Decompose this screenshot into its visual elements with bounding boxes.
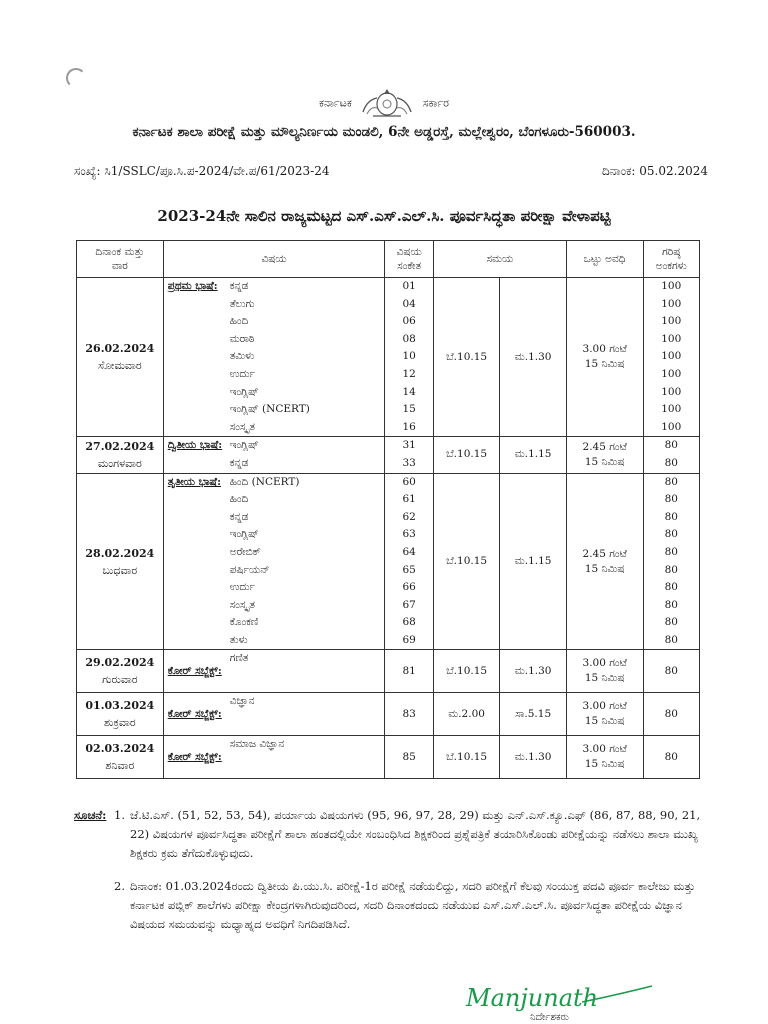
max-marks: 80 [664,545,678,558]
header-subject: ವಿಷಯ [163,241,385,278]
end-time: ಮ.1.30 [500,278,567,437]
subject-code: 69 [402,633,416,646]
max-marks: 100 [661,385,682,398]
max-marks: 100 [661,350,682,363]
date-day-cell [77,693,164,736]
end-time: ಮ.1.30 [500,650,567,693]
start-time: ಬೆ.10.15 [433,736,500,779]
table-row [77,736,700,779]
max-marks: 100 [661,297,682,310]
subject-name: ಇಂಗ್ಲಿಷ್ [229,528,259,541]
subject-name: ಮರಾಠಿ [229,332,255,345]
code-cell [385,693,433,736]
duration-hours: 3.00 ಗಂಟೆ [582,700,627,713]
document-title: 2023-24ನೇ ಸಾಲಿನ ರಾಜ್ಯಮಟ್ಟದ ಎಸ್.ಎಸ್.ಎಲ್.ಸಿ. ಪೂರ್ವಸಿದ್ಧತಾ ಪರೀಕ್ಷಾ ವೇಳಾಪಟ್ಟಿ [157,207,611,225]
start-time: ಬೆ.10.15 [433,650,500,693]
subject-category: ಕೋರ್ ಸಬ್ಜೆಕ್ಟ್: [167,664,222,677]
marks-cell [643,278,700,437]
max-marks: 80 [664,563,678,576]
subject-name: ಸಂಸ್ಕೃತ [229,420,255,433]
date-day-cell [77,278,164,437]
exam-date: 27.02.2024 [85,439,155,453]
subject-cell [163,473,385,650]
subject-code: 04 [402,297,416,310]
max-marks: 80 [664,528,678,541]
start-time: ಬೆ.10.15 [433,437,500,473]
duration-minutes: 15 ನಿಮಿಷ [584,562,625,575]
max-marks: 80 [664,664,678,677]
max-marks: 100 [661,332,682,345]
max-marks: 100 [661,280,682,292]
subject-name: ಇಂಗ್ಲಿಷ್ [229,385,259,398]
note-1 [74,806,706,863]
max-marks: 80 [664,456,678,469]
subject-code: 63 [402,528,416,541]
duration-cell [566,278,643,437]
header-duration: ಒಟ್ಟು ಅವಧಿ [566,241,643,278]
duration-minutes: 15 ನಿಮಿಷ [584,455,625,468]
subject-code: 61 [402,493,416,506]
subject-cell [163,278,385,437]
note-2-number: 2. [114,879,125,893]
subject-name: ಗಣಿತ [229,652,249,665]
subject-name: ಉರ್ದು [229,367,255,380]
subject-code: 14 [402,385,416,398]
exam-date: 01.03.2024 [85,699,155,713]
duration-cell [566,473,643,650]
subject-cell [163,437,385,473]
subject-code: 66 [402,581,416,594]
marks-cell [643,650,700,693]
code-cell [385,650,433,693]
subject-name: ತೆಲುಗು [229,297,255,310]
subject-code: 06 [402,315,416,328]
max-marks: 80 [664,493,678,506]
date-day-cell [77,736,164,779]
subject-category: ದ್ವಿತೀಯ ಭಾಷೆ: [167,439,223,452]
subject-category: ಪ್ರಥಮ ಭಾಷೆ: [167,280,218,292]
subject-category: ಕೋರ್ ಸಬ್ಜೆಕ್ಟ್: [167,707,222,720]
exam-date: 26.02.2024 [85,342,155,356]
subject-code: 67 [402,598,416,611]
subject-name: ಹಿಂದಿ [229,315,249,328]
exam-weekday: ಬುಧವಾರ [102,563,138,577]
note-2 [74,877,706,934]
duration-hours: 3.00 ಗಂಟೆ [582,343,627,356]
subject-code: 31 [402,439,416,452]
reference-number: ಸಂಖ್ಯೆ: ಸಿ1/SSLC/ಪೂ.ಸಿ.ಪ-2024/ವೇ.ಪ/61/2023-24 [74,164,330,178]
subject-code: 83 [402,707,416,720]
subject-name: ಪರ್ಷಿಯನ್ [229,563,270,576]
max-marks: 80 [664,707,678,720]
subject-code: 16 [402,420,416,433]
duration-cell [566,650,643,693]
start-time: ಮ.2.00 [433,693,500,736]
note-1-text: ಜೆ.ಟಿ.ಎಸ್. (51, 52, 53, 54), ಪರ್ಯಾಯ ವಿಷಯಗಳು (95, 96, 97, 28, 29) ಮತ್ತು ಎನ್.ಎಸ್.ಕ್ಯೂ.ಎಫ್ (86, 87, 88, 90, 21, 22) ವಿಷಯಗಳ ಪೂರ್ವಸಿದ್ಧತಾ ಪರೀಕ್ಷೆಗೆ ಶಾಲಾ ಹಂತದಲ್ಲಿಯೇ ಸಂಬಂಧಿಸಿದ ಶಿಕ್ಷಕರಿಂದ ಪ್ರಶ್ನೆಪತ್ರಿಕೆ ತಯಾರಿಸಿಕೊಂಡು ಪರೀಕ್ಷೆಯನ್ನು ನಡೆಸಲು ಶಾಲಾ ಮುಖ್ಯ ಶಿಕ್ಷಕರು ಕ್ರಮ ತೆಗೆದುಕೊಳ್ಳುವುದು. [130,808,701,860]
notes-section [74,806,706,934]
document-date: ದಿನಾಂಕ: 05.02.2024 [602,164,708,178]
max-marks: 100 [661,403,682,416]
exam-timetable [76,240,700,779]
subject-code: 10 [402,350,416,363]
duration-cell [566,437,643,473]
gov-right-text: ಸರ್ಕಾರ [422,96,449,110]
table-row [77,693,700,736]
duration-hours: 3.00 ಗಂಟೆ [582,657,627,670]
end-time: ಸಾ.5.15 [500,693,567,736]
subject-cell [163,693,385,736]
code-cell [385,473,433,650]
subject-name: ತುಳು [229,633,248,646]
subject-name: ಹಿಂದಿ (NCERT) [229,475,300,488]
signature-ink: Manjunath [466,984,599,1012]
government-line [0,86,768,121]
duration-cell [566,693,643,736]
subject-code: 60 [402,475,416,488]
subject-name: ಕೊಂಕಣಿ [229,616,259,629]
subject-name: ತಮಿಳು [229,350,255,363]
subject-code: 65 [402,563,416,576]
header-code: ವಿಷಯ ಸಂಕೇತ [385,241,433,278]
header-max-marks: ಗರಿಷ್ಠ ಅಂಕಗಳು [643,241,700,278]
subject-name: ಅರೇಬಿಕ್ [229,545,261,558]
subject-name: ಹಿಂದಿ [229,493,249,506]
exam-weekday: ಶನಿವಾರ [105,759,135,773]
max-marks: 80 [664,633,678,646]
table-row [77,650,700,693]
subject-name: ಕನ್ನಡ [229,510,249,523]
note-2-text: ದಿನಾಂಕ: 01.03.2024ರಂದು ದ್ವಿತೀಯ ಪಿ.ಯು.ಸಿ. ಪರೀಕ್ಷೆ-1ರ ಪರೀಕ್ಷೆ ನಡೆಯಲಿದ್ದು, ಸದರಿ ಪರೀಕ್ಷೆಗೆ ಕೆಲವು ಸಂಯುಕ್ತ ಪದವಿ ಪೂರ್ವ ಕಾಲೇಜು ಮತ್ತು ಕರ್ನಾಟಕ ಪಬ್ಲಿಕ್ ಶಾಲೆಗಳು ಪರೀಕ್ಷಾ ಕೇಂದ್ರಗಳಾಗಿರುವುದರಿಂದ, ಸದರಿ ದಿನಾಂಕದಂದು ನಡೆಯುವ ಎಸ್.ಎಸ್.ಎಲ್.ಸಿ. ಪೂರ್ವಸಿದ್ಧತಾ ಪರೀಕ್ಷೆಯ ವಿಜ್ಞಾನ ವಿಷಯದ ಸಮಯವನ್ನು ಮಧ್ಯಾಹ್ನದ ಅವಧಿಗೆ ನಿಗದಿಪಡಿಸಿದೆ. [130,879,696,931]
date-day-cell [77,473,164,650]
subject-name: ಇಂಗ್ಲಿಷ್ [229,439,259,452]
subject-code: 12 [402,367,416,380]
subject-name: ಸಮಾಜ ವಿಜ್ಞಾನ [229,738,285,751]
subject-cell [163,650,385,693]
duration-hours: 2.45 ಗಂಟೆ [582,440,627,453]
subject-code: 01 [402,280,416,292]
subject-category: ಕೋರ್ ಸಬ್ಜೆಕ್ಟ್: [167,750,222,763]
subject-name: ಕನ್ನಡ [229,456,249,469]
duration-minutes: 15 ನಿಮಿಷ [584,758,625,771]
note-1-number: 1. [114,808,125,822]
header-time: ಸಮಯ [433,241,566,278]
start-time: ಬೆ.10.15 [433,278,500,437]
subject-name: ಕನ್ನಡ [229,280,249,292]
duration-hours: 3.00 ಗಂಟೆ [582,743,627,756]
state-emblem-icon [359,86,415,121]
code-cell [385,278,433,437]
end-time: ಮ.1.30 [500,736,567,779]
signatory-title: ನಿರ್ದೇಶಕರು [530,1012,569,1023]
end-time: ಮ.1.15 [500,473,567,650]
marks-cell [643,437,700,473]
subject-code: 81 [402,664,416,677]
duration-minutes: 15 ನಿಮಿಷ [584,672,625,685]
table-row [77,437,700,473]
table-row [77,278,700,437]
max-marks: 80 [664,750,678,763]
exam-weekday: ಮಂಗಳವಾರ [97,456,142,470]
max-marks: 100 [661,367,682,380]
start-time: ಬೆ.10.15 [433,473,500,650]
subject-code: 33 [402,456,416,469]
max-marks: 80 [664,439,678,452]
subject-category: ತೃತೀಯ ಭಾಷೆ: [167,475,221,488]
exam-weekday: ಸೋಮವಾರ [97,359,142,373]
table-row [77,473,700,650]
subject-code: 62 [402,510,416,523]
subject-cell [163,736,385,779]
exam-weekday: ಶುಕ್ರವಾರ [103,716,136,730]
punch-hole-mark [66,68,86,88]
max-marks: 80 [664,475,678,488]
exam-weekday: ಗುರುವಾರ [102,673,138,687]
date-day-cell [77,437,164,473]
subject-name: ಇಂಗ್ಲಿಷ್ (NCERT) [229,403,310,416]
code-cell [385,437,433,473]
board-address: ಕರ್ನಾಟಕ ಶಾಲಾ ಪರೀಕ್ಷೆ ಮತ್ತು ಮೌಲ್ಯನಿರ್ಣಯ ಮಂಡಲಿ, 6ನೇ ಅಡ್ಡರಸ್ತೆ, ಮಲ್ಲೇಶ್ವರಂ, ಬೆಂಗಳೂರು-560003. [132,124,636,140]
date-day-cell [77,650,164,693]
notes-label: ಸೂಚನೆ: [74,808,107,822]
duration-cell [566,736,643,779]
duration-minutes: 15 ನಿಮಿಷ [584,358,625,371]
max-marks: 80 [664,598,678,611]
subject-code: 64 [402,545,416,558]
max-marks: 80 [664,616,678,629]
duration-hours: 2.45 ಗಂಟೆ [582,547,627,560]
subject-code: 15 [402,403,416,416]
subject-code: 85 [402,750,416,763]
subject-code: 68 [402,616,416,629]
marks-cell [643,473,700,650]
subject-name: ಉರ್ದು [229,581,255,594]
marks-cell [643,736,700,779]
gov-left-text: ಕರ್ನಾಟಕ [319,96,352,110]
subject-name: ವಿಜ್ಞಾನ [229,695,255,708]
exam-date: 02.03.2024 [85,742,155,756]
marks-cell [643,693,700,736]
end-time: ಮ.1.15 [500,437,567,473]
max-marks: 100 [661,315,682,328]
code-cell [385,736,433,779]
max-marks: 100 [661,420,682,433]
exam-date: 28.02.2024 [85,546,155,560]
exam-date: 29.02.2024 [85,656,155,670]
subject-code: 08 [402,332,416,345]
max-marks: 80 [664,510,678,523]
duration-minutes: 15 ನಿಮಿಷ [584,715,625,728]
table-header-row [77,241,700,278]
max-marks: 80 [664,581,678,594]
subject-name: ಸಂಸ್ಕೃತ [229,598,255,611]
header-date-day: ದಿನಾಂಕ ಮತ್ತು ವಾರ [77,241,164,278]
